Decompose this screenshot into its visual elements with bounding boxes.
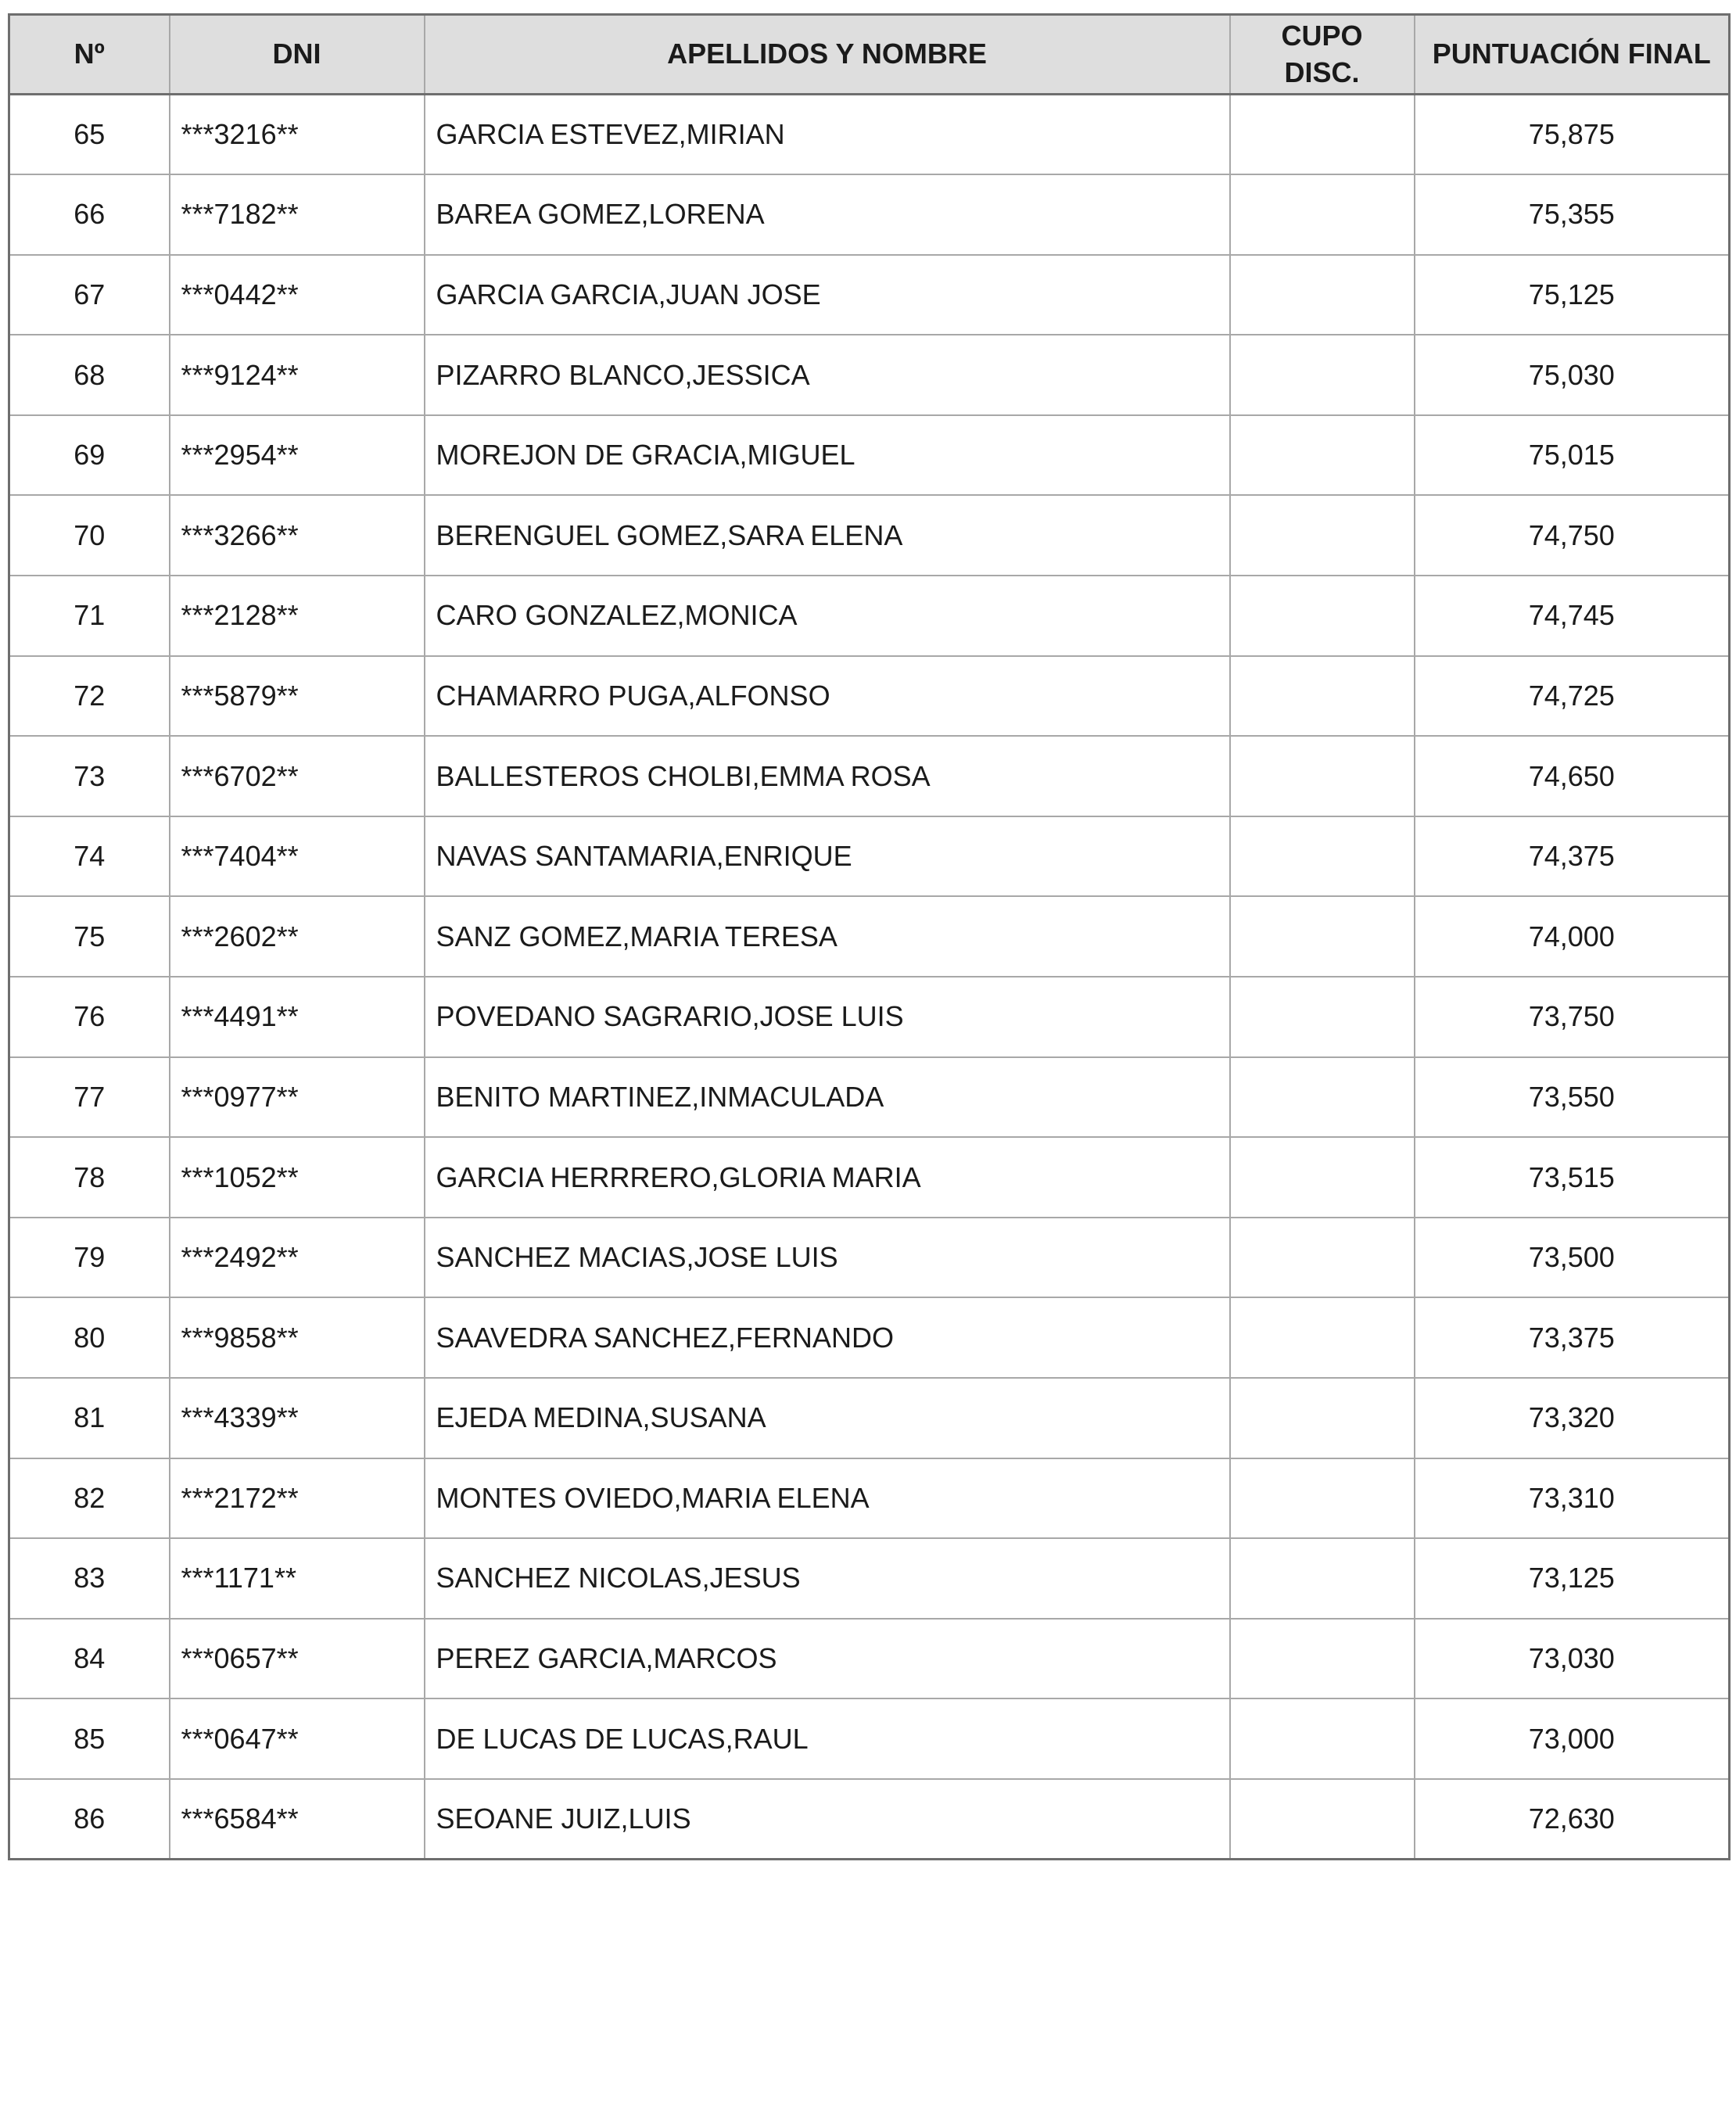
cell-cupo <box>1230 495 1415 576</box>
cell-dni: ***2954** <box>170 415 425 496</box>
cell-num: 72 <box>9 656 170 737</box>
cell-cupo <box>1230 576 1415 656</box>
cell-num: 85 <box>9 1698 170 1779</box>
cell-cupo <box>1230 1779 1415 1860</box>
header-cupo-line2: DISC. <box>1284 56 1360 88</box>
cell-name: BAREA GOMEZ,LORENA <box>425 174 1230 255</box>
cell-num: 74 <box>9 816 170 897</box>
cell-num: 79 <box>9 1218 170 1298</box>
cell-cupo <box>1230 1137 1415 1218</box>
cell-name: BENITO MARTINEZ,INMACULADA <box>425 1057 1230 1138</box>
cell-dni: ***1052** <box>170 1137 425 1218</box>
cell-score: 72,630 <box>1415 1779 1730 1860</box>
cell-dni: ***3216** <box>170 95 425 175</box>
cell-score: 74,750 <box>1415 495 1730 576</box>
cell-name: GARCIA GARCIA,JUAN JOSE <box>425 255 1230 335</box>
cell-name: SANCHEZ NICOLAS,JESUS <box>425 1538 1230 1619</box>
cell-cupo <box>1230 1218 1415 1298</box>
cell-cupo <box>1230 656 1415 737</box>
cell-dni: ***1171** <box>170 1538 425 1619</box>
cell-cupo <box>1230 415 1415 496</box>
table-row <box>9 977 1730 1057</box>
cell-dni: ***0647** <box>170 1698 425 1779</box>
table-row <box>9 1137 1730 1218</box>
cell-score: 74,375 <box>1415 816 1730 897</box>
cell-score: 73,000 <box>1415 1698 1730 1779</box>
cell-cupo <box>1230 816 1415 897</box>
results-table <box>8 13 1731 1860</box>
cell-score: 74,650 <box>1415 736 1730 816</box>
cell-dni: ***0442** <box>170 255 425 335</box>
cell-dni: ***6584** <box>170 1779 425 1860</box>
cell-name: SANCHEZ MACIAS,JOSE LUIS <box>425 1218 1230 1298</box>
table-row <box>9 1378 1730 1458</box>
cell-num: 86 <box>9 1779 170 1860</box>
table-header <box>9 15 1730 95</box>
cell-score: 75,015 <box>1415 415 1730 496</box>
header-row <box>9 15 1730 95</box>
cell-num: 69 <box>9 415 170 496</box>
header-cupo <box>1230 15 1415 95</box>
cell-score: 73,550 <box>1415 1057 1730 1138</box>
cell-name: SAAVEDRA SANCHEZ,FERNANDO <box>425 1297 1230 1378</box>
table-body <box>9 95 1730 1860</box>
cell-dni: ***0657** <box>170 1619 425 1699</box>
cell-num: 75 <box>9 896 170 977</box>
table-row <box>9 174 1730 255</box>
table-row <box>9 495 1730 576</box>
cell-num: 81 <box>9 1378 170 1458</box>
table-row <box>9 1619 1730 1699</box>
cell-name: CHAMARRO PUGA,ALFONSO <box>425 656 1230 737</box>
cell-num: 76 <box>9 977 170 1057</box>
cell-num: 84 <box>9 1619 170 1699</box>
table-row <box>9 736 1730 816</box>
cell-score: 75,125 <box>1415 255 1730 335</box>
table-row <box>9 1057 1730 1138</box>
cell-name: CARO GONZALEZ,MONICA <box>425 576 1230 656</box>
header-cupo-line1: CUPO <box>1281 19 1363 52</box>
cell-name: DE LUCAS DE LUCAS,RAUL <box>425 1698 1230 1779</box>
cell-dni: ***9124** <box>170 335 425 415</box>
cell-num: 73 <box>9 736 170 816</box>
cell-dni: ***6702** <box>170 736 425 816</box>
cell-name: MONTES OVIEDO,MARIA ELENA <box>425 1458 1230 1539</box>
cell-cupo <box>1230 1057 1415 1138</box>
cell-num: 65 <box>9 95 170 175</box>
cell-name: GARCIA HERRRERO,GLORIA MARIA <box>425 1137 1230 1218</box>
cell-num: 70 <box>9 495 170 576</box>
cell-cupo <box>1230 335 1415 415</box>
cell-score: 73,515 <box>1415 1137 1730 1218</box>
cell-score: 73,375 <box>1415 1297 1730 1378</box>
cell-name: POVEDANO SAGRARIO,JOSE LUIS <box>425 977 1230 1057</box>
cell-name: NAVAS SANTAMARIA,ENRIQUE <box>425 816 1230 897</box>
table-row <box>9 415 1730 496</box>
cell-score: 73,500 <box>1415 1218 1730 1298</box>
cell-dni: ***7182** <box>170 174 425 255</box>
cell-dni: ***2602** <box>170 896 425 977</box>
cell-score: 75,355 <box>1415 174 1730 255</box>
cell-score: 75,030 <box>1415 335 1730 415</box>
cell-name: BALLESTEROS CHOLBI,EMMA ROSA <box>425 736 1230 816</box>
cell-name: SANZ GOMEZ,MARIA TERESA <box>425 896 1230 977</box>
cell-cupo <box>1230 977 1415 1057</box>
table-row <box>9 1297 1730 1378</box>
cell-dni: ***9858** <box>170 1297 425 1378</box>
cell-dni: ***4491** <box>170 977 425 1057</box>
cell-score: 74,000 <box>1415 896 1730 977</box>
table-row <box>9 656 1730 737</box>
cell-cupo <box>1230 1538 1415 1619</box>
cell-num: 82 <box>9 1458 170 1539</box>
header-score: PUNTUACIÓN FINAL <box>1415 15 1730 95</box>
cell-name: SEOANE JUIZ,LUIS <box>425 1779 1230 1860</box>
cell-dni: ***0977** <box>170 1057 425 1138</box>
cell-score: 73,125 <box>1415 1538 1730 1619</box>
header-dni: DNI <box>170 15 425 95</box>
cell-score: 73,310 <box>1415 1458 1730 1539</box>
cell-num: 78 <box>9 1137 170 1218</box>
cell-name: BERENGUEL GOMEZ,SARA ELENA <box>425 495 1230 576</box>
cell-num: 83 <box>9 1538 170 1619</box>
table-row <box>9 1779 1730 1860</box>
table-row <box>9 576 1730 656</box>
table-row <box>9 1458 1730 1539</box>
cell-cupo <box>1230 1698 1415 1779</box>
cell-score: 74,745 <box>1415 576 1730 656</box>
table-row <box>9 1698 1730 1779</box>
cell-cupo <box>1230 1458 1415 1539</box>
table-row <box>9 816 1730 897</box>
table-row <box>9 1218 1730 1298</box>
cell-num: 71 <box>9 576 170 656</box>
table-row <box>9 1538 1730 1619</box>
table-row <box>9 896 1730 977</box>
cell-dni: ***5879** <box>170 656 425 737</box>
cell-num: 80 <box>9 1297 170 1378</box>
header-num: Nº <box>9 15 170 95</box>
cell-num: 67 <box>9 255 170 335</box>
cell-num: 66 <box>9 174 170 255</box>
cell-dni: ***2128** <box>170 576 425 656</box>
cell-score: 74,725 <box>1415 656 1730 737</box>
cell-name: PIZARRO BLANCO,JESSICA <box>425 335 1230 415</box>
cell-dni: ***7404** <box>170 816 425 897</box>
cell-num: 77 <box>9 1057 170 1138</box>
cell-name: EJEDA MEDINA,SUSANA <box>425 1378 1230 1458</box>
cell-num: 68 <box>9 335 170 415</box>
cell-cupo <box>1230 896 1415 977</box>
cell-cupo <box>1230 174 1415 255</box>
table-row <box>9 95 1730 175</box>
cell-name: MOREJON DE GRACIA,MIGUEL <box>425 415 1230 496</box>
cell-dni: ***2492** <box>170 1218 425 1298</box>
cell-score: 73,030 <box>1415 1619 1730 1699</box>
cell-cupo <box>1230 736 1415 816</box>
cell-cupo <box>1230 1297 1415 1378</box>
cell-score: 73,320 <box>1415 1378 1730 1458</box>
cell-cupo <box>1230 255 1415 335</box>
cell-score: 75,875 <box>1415 95 1730 175</box>
table-row <box>9 335 1730 415</box>
cell-cupo <box>1230 1619 1415 1699</box>
cell-name: PEREZ GARCIA,MARCOS <box>425 1619 1230 1699</box>
header-name: APELLIDOS Y NOMBRE <box>425 15 1230 95</box>
cell-dni: ***2172** <box>170 1458 425 1539</box>
cell-name: GARCIA ESTEVEZ,MIRIAN <box>425 95 1230 175</box>
cell-cupo <box>1230 95 1415 175</box>
table-row <box>9 255 1730 335</box>
cell-cupo <box>1230 1378 1415 1458</box>
cell-score: 73,750 <box>1415 977 1730 1057</box>
cell-dni: ***4339** <box>170 1378 425 1458</box>
cell-dni: ***3266** <box>170 495 425 576</box>
